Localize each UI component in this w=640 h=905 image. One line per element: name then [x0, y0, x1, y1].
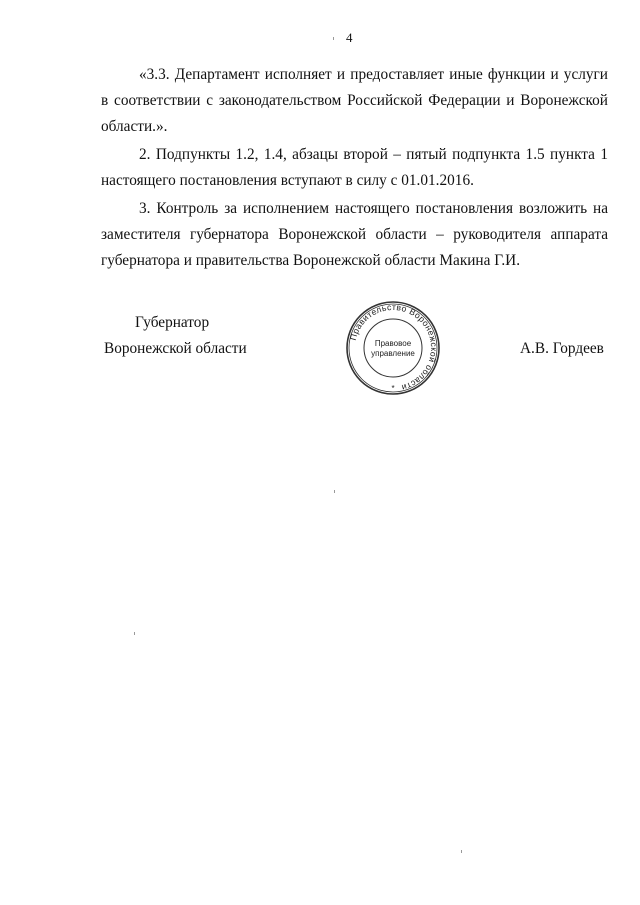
signatory-name: А.В. Гордеев — [520, 340, 604, 357]
signatory-title-line-2: Воронежской области — [104, 340, 247, 357]
paragraph-3-3: «3.3. Департамент исполняет и предоставляет иные функции и услуги в соответствии с законодательством Российской Федерации и Воронежской области.». — [101, 66, 608, 135]
scan-speck — [333, 37, 334, 40]
stamp-seal-icon — [345, 300, 441, 396]
stamp-center-line-2: управление — [371, 349, 415, 358]
page-number: 4 — [346, 30, 353, 45]
scan-speck — [134, 632, 135, 635]
scan-speck — [334, 490, 335, 493]
stamp-ring-text: Правительство Воронежской области — [347, 301, 440, 393]
paragraph-2: 2. Подпункты 1.2, 1.4, абзацы второй – пятый подпункта 1.5 пункта 1 настоящего постановления вступают в силу с 01.01.2016. — [101, 146, 608, 189]
paragraph-3: 3. Контроль за исполнением настоящего постановления возложить на заместителя губернатора Воронежской области – руководителя аппарата губернатора и правительства Воронежской области Макина Г.И. — [101, 200, 608, 269]
official-stamp — [345, 300, 441, 396]
stamp-center-line-1: Правовое — [374, 339, 412, 348]
scan-speck — [461, 850, 462, 853]
signatory-title-line-1: Губернатор — [135, 314, 210, 331]
stamp-star-mark: * — [391, 384, 395, 393]
